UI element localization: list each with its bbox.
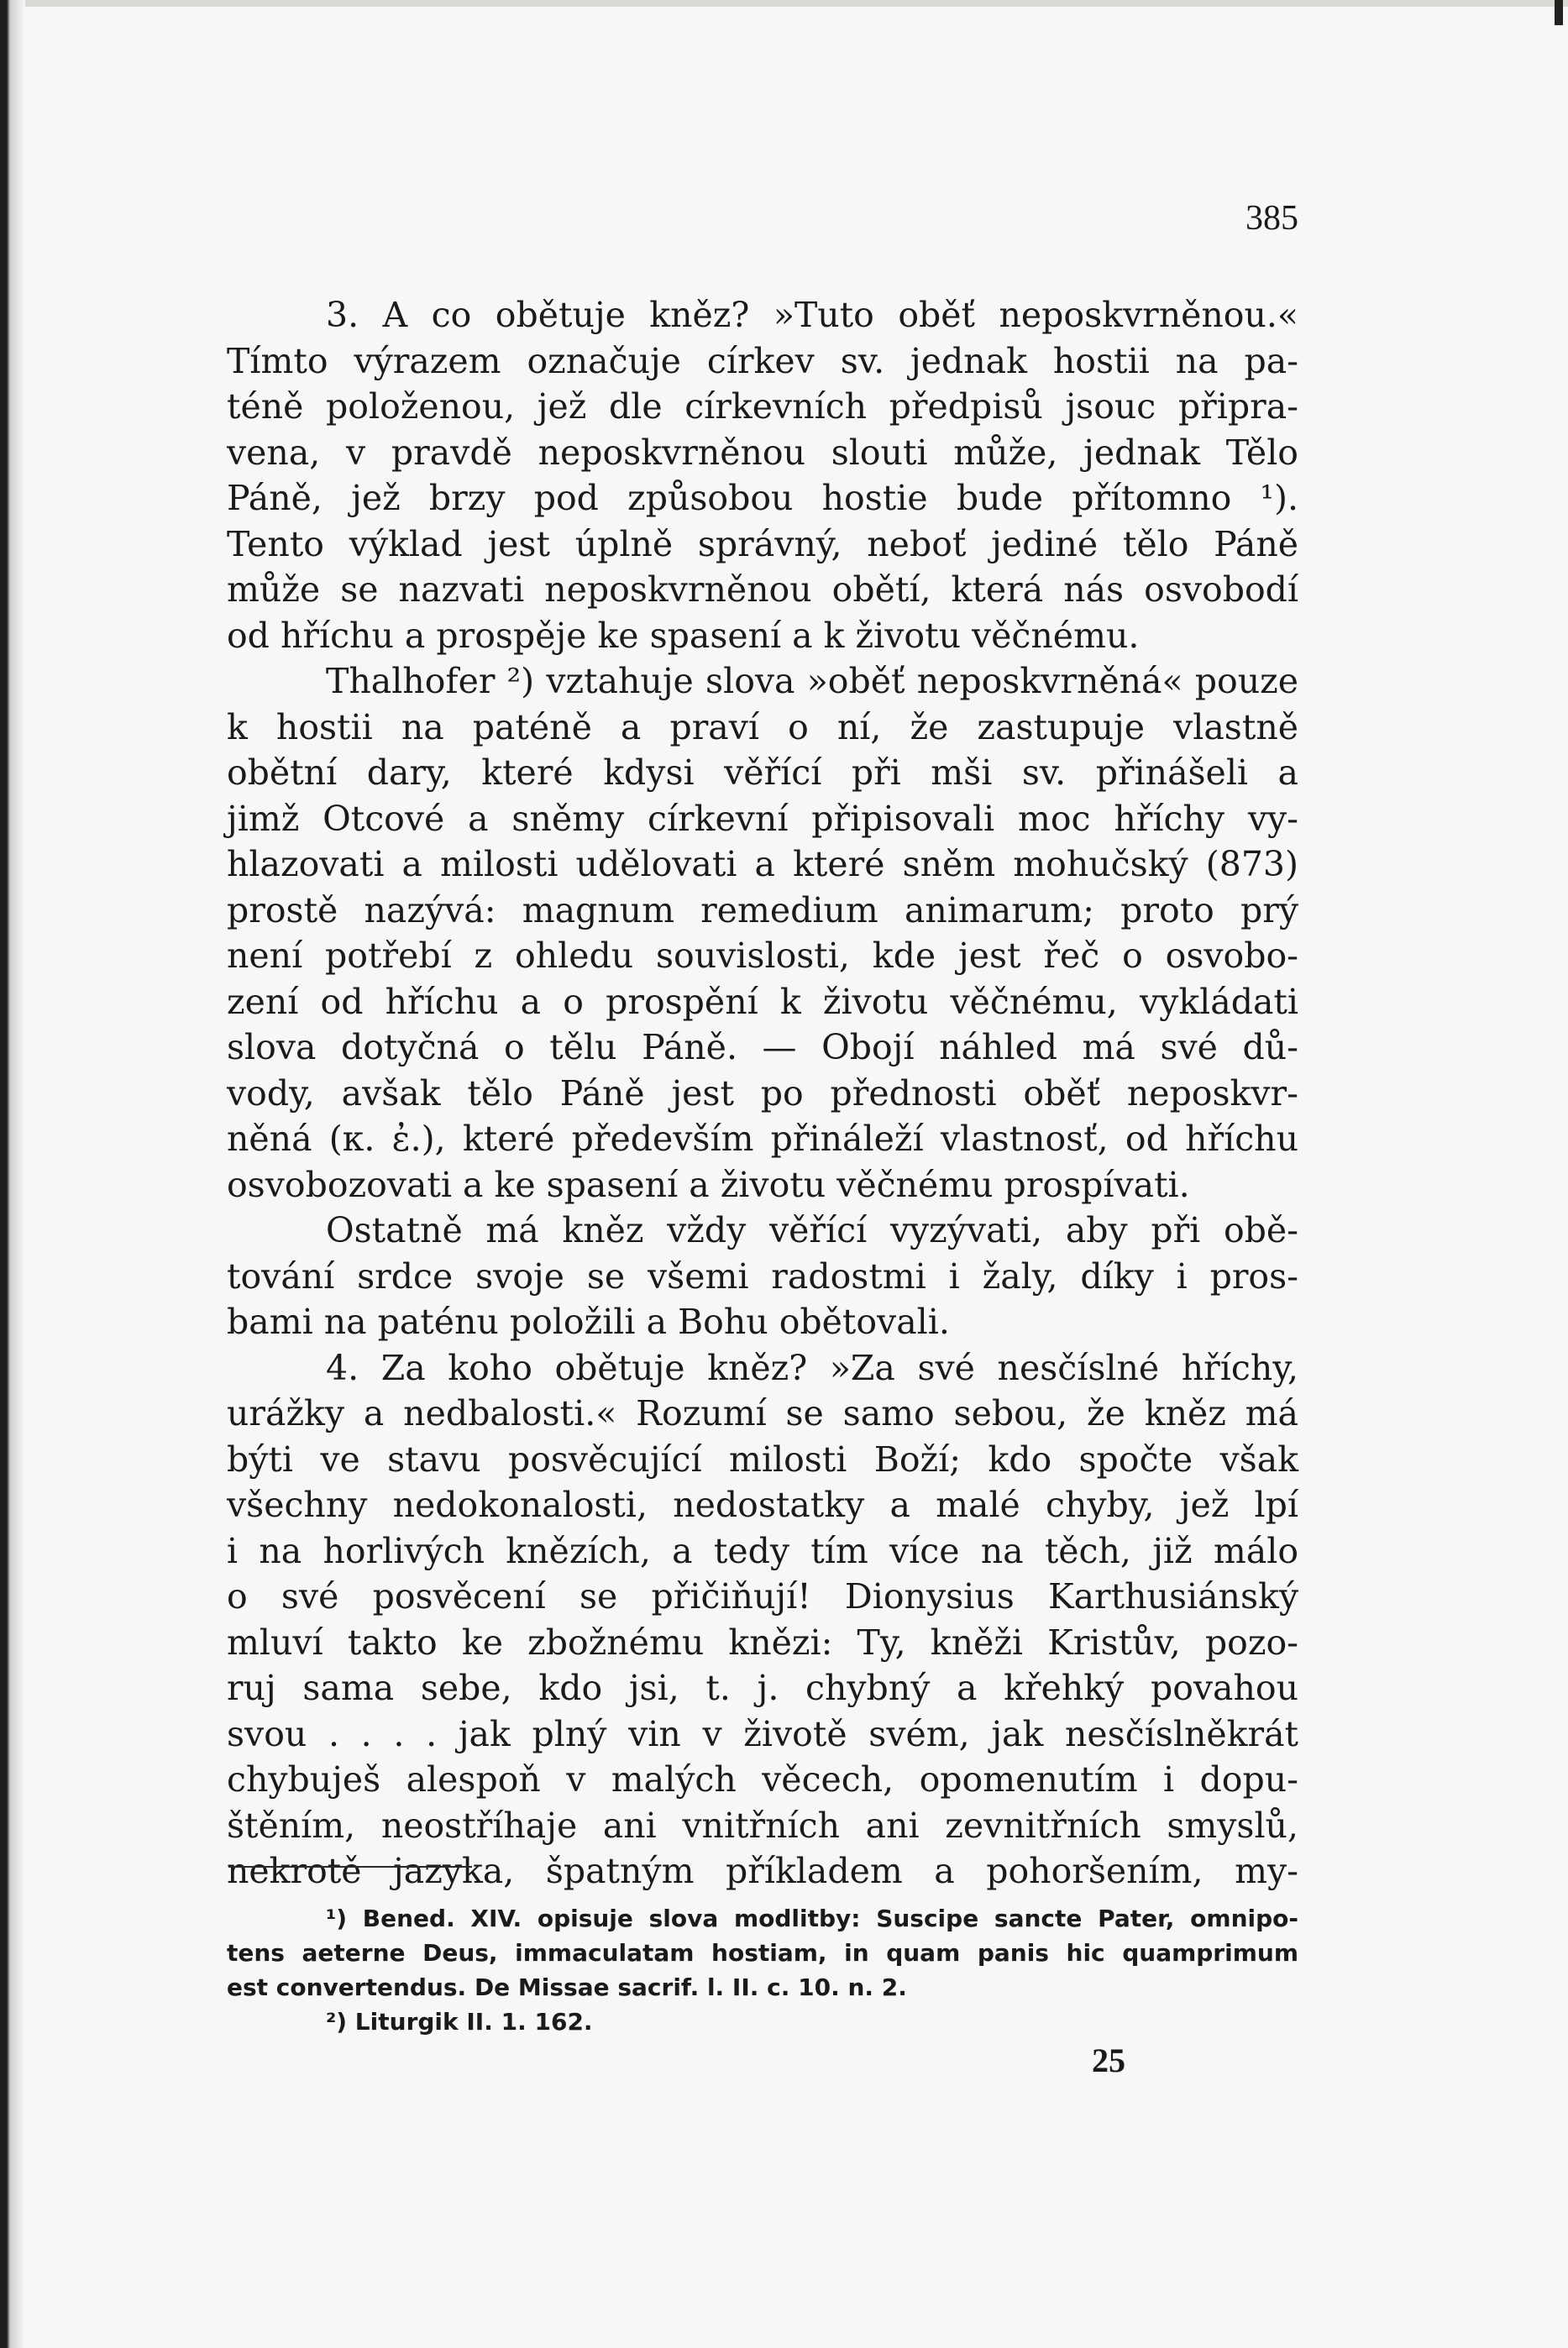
text-line: zení od hříchu a o prospění k životu věčnému, vykládati [227, 981, 1298, 1022]
text-line: obětní dary, které kdysi věřící při mši sv. přinášeli a [227, 752, 1298, 793]
text-line: osvobozovati a ke spasení a životu věčnému prospívati. [227, 1164, 1190, 1205]
book-binding-edge [0, 0, 25, 2348]
scan-edge-mark [1555, 0, 1563, 25]
text-line: Tento výklad jest úplně správný, neboť jediné tělo Páně [227, 523, 1298, 564]
text-line: Páně, jež brzy pod způsobou hostie bude přítomno ¹). [227, 478, 1298, 518]
footnotes [227, 1901, 1298, 2039]
text-line: býti ve stavu posvěcující milosti Boží; kdo spočte však [227, 1439, 1298, 1480]
text-line: hlazovati a milosti udělovati a které sněm mohučský (873) [227, 844, 1298, 884]
text-line: prostě nazývá: magnum remedium animarum; proto prý [227, 889, 1298, 930]
text-line: od hříchu a prospěje ke spasení a k životu věčnému. [227, 615, 1140, 656]
text-line: Thalhofer ²) vztahuje slova »oběť neposkvrněná« pouze [326, 661, 1298, 701]
text-line: svou . . . . jak plný vin v životě svém, jak nesčíslněkrát [227, 1713, 1298, 1754]
text-line: slova dotyčná o tělu Páně. — Obojí náhled má své dů- [227, 1027, 1298, 1067]
text-line: štěním, neostříhaje ani vnitřních ani zevnitřních smyslů, [227, 1805, 1298, 1846]
text-line: může se nazvati neposkvrněnou obětí, která nás osvobodí [227, 569, 1298, 610]
signature-mark: 25 [1092, 2041, 1125, 2079]
page-top-edge [0, 0, 1568, 7]
page-number: 385 [1245, 199, 1298, 238]
text-line: vena, v pravdě neposkvrněnou slouti může, jednak Tělo [227, 432, 1298, 473]
text-line: není potřebí z ohledu souvislosti, kde jest řeč o osvobo- [227, 936, 1298, 976]
text-line: téně položenou, jež dle církevních předpisů jsouc připra- [227, 386, 1298, 427]
body-text [227, 292, 1298, 1895]
text-line: bami na paténu položili a Bohu obětovali. [227, 1302, 950, 1342]
text-line: jimž Otcové a sněmy církevní připisovali moc hříchy vy- [227, 798, 1298, 839]
text-line: Tímto výrazem označuje církev sv. jednak hostii na pa- [227, 340, 1298, 381]
text-line: Ostatně má kněz vždy věřící vyzývati, aby při obě- [326, 1210, 1298, 1250]
text-line: tování srdce svoje se všemi radostmi i žaly, díky i pros- [227, 1255, 1298, 1297]
text-line: urážky a nedbalosti.« Rozumí se samo sebou, že kněz má [227, 1393, 1298, 1433]
text-line: vody, avšak tělo Páně jest po přednosti oběť neposkvr- [227, 1072, 1298, 1114]
footnote-line: ¹) Bened. XIV. opisuje slova modlitby: Suscipe sancte Pater, omnipo- [326, 1905, 1298, 1932]
footnote-line: ²) Liturgik II. 1. 162. [326, 2008, 593, 2036]
text-line: 3. A co obětuje kněz? »Tuto oběť neposkvrněnou.« [326, 295, 1298, 335]
text-line: všechny nedokonalosti, nedostatky a malé chyby, jež lpí [227, 1485, 1298, 1525]
text-line: k hostii na paténě a praví o ní, že zastupuje vlastně [227, 706, 1298, 747]
footnote-line: est convertendus. De Missae sacrif. l. II. c. 10. n. 2. [227, 1973, 907, 2001]
text-line: ruj sama sebe, kdo jsi, t. j. chybný a křehký povahou [227, 1668, 1298, 1708]
footnote-divider [228, 1866, 472, 1868]
text-line: mluví takto ke zbožnému knězi: Ty, kněži Kristův, pozo- [227, 1622, 1298, 1663]
text-line: něná (κ. ἐ.), které především přináleží vlastnosť, od hříchu [227, 1119, 1298, 1159]
text-line: 4. Za koho obětuje kněz? »Za své nesčíslné hříchy, [326, 1347, 1298, 1388]
text-line: nekrotě jazyka, špatným příkladem a pohoršením, my- [227, 1851, 1298, 1891]
text-line: o své posvěcení se přičiňují! Dionysius Karthusiánský [227, 1576, 1298, 1617]
text-line: chybuješ alespoň v malých věcech, opomenutím i dopu- [227, 1759, 1298, 1800]
text-line: i na horlivých knězích, a tedy tím více na těch, již málo [227, 1530, 1298, 1571]
footnote-line: tens aeterne Deus, immaculatam hostiam, in quam panis hic quamprimum [227, 1939, 1298, 1967]
